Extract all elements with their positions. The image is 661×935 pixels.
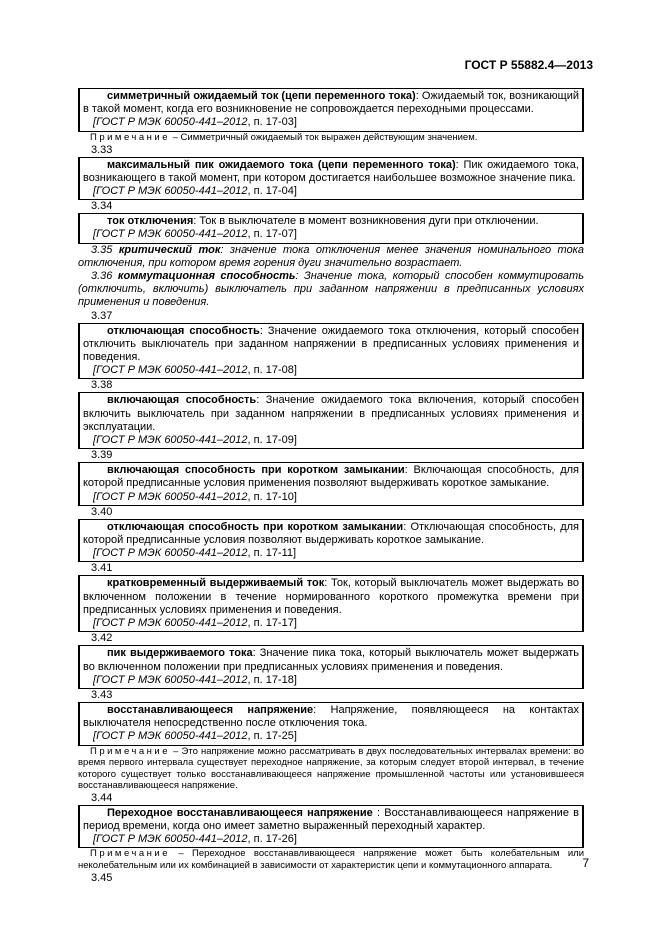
term: кратковременный выдерживаемый ток (107, 577, 325, 590)
reference: [ГОСТ Р МЭК 60050-441–2012, п. 17-03] (93, 116, 297, 129)
term-box (78, 645, 584, 689)
definition: : Ток, который выключатель может выдержать во включенном положении в течение нормированного короткого промежутка времени при предписанных условиях применения и поведения. (83, 577, 579, 616)
ref-standard: ГОСТ Р МЭК 60050-441–2012 (96, 185, 248, 198)
clause-number: 3.42 (91, 632, 113, 645)
definition: : Ожидаемый ток, возникающий в такой момент, когда его возникновение не сопровождается переходными процессами. (83, 90, 579, 116)
definition: : значение тока отключения менее значения номинального тока отключения, при котором время горения дуги значительно возрастает. (78, 243, 584, 269)
note (78, 132, 584, 144)
ref-clause: , п. 17-11] (247, 547, 297, 560)
term-definition (83, 577, 579, 617)
clause-number: 3.34 (91, 200, 113, 213)
clause-number: 3.35 (91, 243, 113, 256)
clause-paragraph (78, 270, 584, 310)
reference: [ГОСТ Р МЭК 60050-441–2012, п. 17-07] (93, 228, 297, 241)
term: симметричный ожидаемый ток (цепи переменного тока) (107, 90, 416, 102)
term-box (78, 88, 584, 132)
definition: : Восстанавливающееся напряжение в период времени, когда оно имеет заметно выраженный переходный характер. (83, 806, 579, 832)
term: включающая способность (107, 394, 257, 407)
ref-clause: , п. 17-26] (247, 832, 297, 845)
ref-standard: ГОСТ Р МЭК 60050-441–2012 (96, 730, 248, 743)
note-label: Примечание (90, 848, 170, 860)
definition: : Значение ожидаемого тока включения, который способен включить выключатель при заданном напряжении в предписанных условиях применения и эксплуатации. (83, 394, 579, 433)
clause-number: 3.45 (91, 871, 113, 884)
ref-standard: ГОСТ Р МЭК 60050-441–2012 (96, 228, 248, 241)
reference: [ГОСТ Р МЭК 60050-441–2012, п. 17-11] (93, 547, 297, 560)
term-definition (83, 215, 579, 228)
clause-number: 3.36 (91, 270, 113, 283)
term-definition (83, 704, 579, 730)
term: отключающая способность (107, 324, 260, 337)
term: максимальный пик ожидаемого тока (цепи переменного тока) (107, 158, 456, 171)
term: коммутационная способность (117, 270, 296, 283)
note-label: Примечание (90, 131, 170, 143)
term-box (78, 519, 584, 563)
document-header: ГОСТ Р 55882.4—2013 (464, 58, 593, 72)
definition: : Пик ожидаемого тока, возникающего в такой момент, при котором достигается наибольшее возможное значение пика. (83, 158, 579, 184)
term-box (78, 462, 584, 506)
term-box (78, 213, 584, 243)
ref-clause: , п. 17-04] (247, 185, 297, 198)
term-definition (83, 807, 579, 833)
clause-number: 3.40 (91, 505, 113, 518)
definition: : Напряжение, появляющееся на контактах выключателя непосредственно после отключения тока. (83, 703, 579, 730)
term-box (78, 392, 584, 449)
ref-standard: ГОСТ Р МЭК 60050-441–2012 (96, 116, 248, 129)
clause-number: 3.41 (91, 562, 113, 575)
term-definition (83, 394, 579, 434)
reference: [ГОСТ Р МЭК 60050-441–2012, п. 17-26] (93, 832, 297, 845)
term-definition (83, 90, 579, 116)
ref-clause: , п. 17-18] (247, 673, 297, 686)
term-definition (83, 521, 579, 547)
term-box (78, 805, 584, 849)
note (78, 746, 584, 792)
ref-standard: ГОСТ Р МЭК 60050-441–2012 (96, 434, 248, 447)
ref-clause: , п. 17-07] (247, 228, 297, 241)
term: восстанавливающееся напряжение (107, 703, 314, 716)
term-box (78, 323, 584, 380)
term-definition (83, 325, 579, 365)
term-box (78, 575, 584, 632)
clause-number: 3.44 (91, 791, 113, 804)
ref-clause: , п. 17-09] (247, 434, 297, 447)
definition: : Ток в выключателе в момент возникновения дуги при отключении. (193, 215, 539, 228)
reference: [ГОСТ Р МЭК 60050-441–2012, п. 17-09] (93, 434, 297, 447)
reference: [ГОСТ Р МЭК 60050-441–2012, п. 17-17] (93, 617, 297, 630)
ref-standard: ГОСТ Р МЭК 60050-441–2012 (96, 490, 248, 503)
note-text: – Это напряжение можно рассматривать в двух последовательных интервалах времени: во время первого интервала существует переходное напряжение, за которым следует второй интервал, в течение которого существует только восстанавливающееся напряжение промышленной частоты или установившееся восстанавливающееся напряжение. (78, 745, 584, 792)
ref-clause: , п. 17-03] (247, 116, 297, 129)
definition: : Отключающая способность, для которой предписанные условия позволяют выдерживать короткое замыкание. (83, 520, 579, 547)
reference: [ГОСТ Р МЭК 60050-441–2012, п. 17-08] (93, 364, 297, 377)
term: включающая способность при коротком замыкании (107, 464, 405, 477)
note (78, 848, 584, 872)
term-box (78, 702, 584, 746)
ref-clause: , п. 17-25] (247, 730, 297, 743)
definition: : Значение тока, который способен коммутировать (отключить, включить) выключатель при заданном напряжении в предписанных условиях применения и поведения. (78, 270, 584, 309)
term-box (78, 157, 584, 201)
clause-number: 3.33 (91, 143, 113, 156)
reference: [ГОСТ Р МЭК 60050-441–2012, п. 17-18] (93, 673, 297, 686)
ref-standard: ГОСТ Р МЭК 60050-441–2012 (96, 673, 248, 686)
note-label: Примечание (90, 745, 170, 757)
ref-standard: ГОСТ Р МЭК 60050-441–2012 (96, 832, 248, 845)
note-text: – Переходное восстанавливающееся напряжение может быть колебательным или неколебательным или их комбинацией в зависимости от характеристик цепи и коммутационного аппарата. (78, 848, 584, 871)
ref-standard: ГОСТ Р МЭК 60050-441–2012 (96, 547, 248, 560)
definition: : Значение ожидаемого тока отключения, который способен отключить выключатель при заданном напряжении в предписанных условиях применения и поведения. (83, 324, 580, 364)
clause-number: 3.37 (91, 309, 113, 322)
note-text: – Симметричный ожидаемый ток выражен действующим значением. (170, 131, 478, 143)
reference: [ГОСТ Р МЭК 60050-441–2012, п. 17-25] (93, 730, 297, 743)
ref-clause: , п. 17-10] (247, 490, 297, 503)
reference: [ГОСТ Р МЭК 60050-441–2012, п. 17-04] (93, 185, 297, 198)
document-body (78, 88, 584, 885)
term: критический ток (118, 243, 221, 256)
term: Переходное восстанавливающееся напряжение (107, 806, 373, 819)
term-definition (83, 647, 579, 673)
ref-clause: , п. 17-17] (247, 617, 297, 630)
ref-standard: ГОСТ Р МЭК 60050-441–2012 (96, 617, 248, 630)
term-definition (83, 464, 579, 490)
term-definition (83, 159, 579, 185)
clause-number: 3.43 (91, 688, 113, 701)
ref-standard: ГОСТ Р МЭК 60050-441–2012 (96, 364, 248, 377)
term: отключающая способность при коротком замыкании (107, 520, 404, 533)
page-number: 7 (582, 856, 589, 870)
clause-number: 3.38 (91, 379, 113, 392)
definition: : Значение пика тока, который выключатель может выдержать во включенном положении при предписанных условиях применения и поведения. (83, 647, 579, 673)
clause-paragraph (78, 244, 584, 270)
term: ток отключения (107, 215, 194, 228)
term: пик выдерживаемого тока (107, 647, 253, 660)
definition: : Включающая способность, для которой предписанные условия применения позволяют выдерживать короткое замыкание. (83, 464, 579, 490)
clause-number: 3.39 (91, 449, 113, 462)
ref-clause: , п. 17-08] (247, 364, 297, 377)
reference: [ГОСТ Р МЭК 60050-441–2012, п. 17-10] (93, 490, 297, 503)
